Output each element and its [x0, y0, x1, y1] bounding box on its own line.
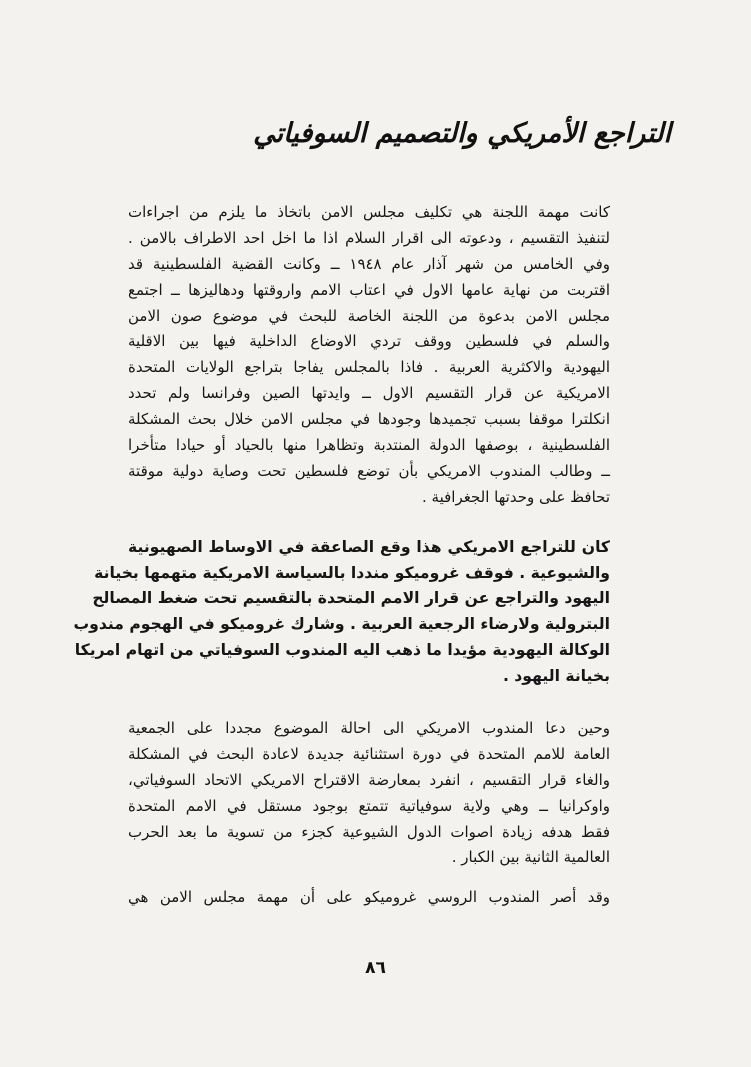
text-line: والغاء قرار التقسيم ، انفرد بمعارضة الاقتراح الامريكي الاتحاد السوفياتي،	[128, 770, 610, 789]
text-line: اليهود والتراجع عن قرار الامم المتحدة بالتقسيم تحت ضغط المصالح	[92, 589, 610, 608]
text-line: انكلترا موقفا بسبب تجميدها وجودها في مجلس الامن خلال بحث المشكلة	[128, 410, 610, 429]
text-line: والسلم في فلسطين ووقف تردي الاوضاع الداخلية فيها بين الاقلية	[128, 332, 610, 351]
body-text	[73, 200, 610, 911]
text-line: ــ وطالب المندوب الامريكي بأن توضع فلسطين تحت وصاية دولية موقتة	[128, 461, 610, 480]
text-line: وقد أصر المندوب الروسي غروميكو على أن مهمة مجلس الامن هي	[128, 888, 610, 907]
text-line: بخيانة اليهود .	[502, 667, 610, 686]
text-line: كانت مهمة اللجنة هي تكليف مجلس الامن باتخاذ ما يلزم من اجراءات	[128, 203, 610, 221]
text-line: الفلسطينية ، بوصفها الدولة المنتدبة وتظاهرا منها بالحياد أو حيادا متأخرا	[128, 436, 610, 455]
paragraph-2	[73, 535, 610, 690]
text-line: كان للتراجع الامريكي هذا وقع الصاعقة في الاوساط الصهيونية	[128, 537, 610, 556]
paragraph-1	[128, 200, 610, 511]
text-line: لتنفيذ التقسيم ، ودعوته الى اقرار السلام اذا ما اخل احد الاطراف بالامن .	[128, 228, 610, 247]
text-line: البترولية ولارضاء الرجعية العربية . وشارك غروميكو في الهجوم مندوب	[73, 615, 610, 634]
paragraph-4	[128, 885, 610, 911]
text-line: تحافظ على وحدتها الجغرافية .	[422, 487, 610, 506]
text-line: فقط هدفه زيادة اصوات الدول الشيوعية كجزء من تسوية ما بعد الحرب	[128, 822, 610, 841]
paragraph-3	[128, 716, 610, 871]
text-line: اليهودية والاكثرية العربية . فاذا بالمجلس يفاجا بتراجع الولايات المتحدة	[128, 358, 610, 377]
text-line: العالمية الثانية بين الكبار .	[451, 848, 610, 867]
text-line: وحين دعا المندوب الامريكي الى احالة الموضوع مجددا على الجمعية	[128, 719, 610, 738]
text-line: مجلس الامن بدعوة من اللجنة الخاصة للبحث في موضوع صون الامن	[128, 306, 610, 325]
text-line: الامريكية عن قرار التقسيم الاول ــ وايدتها الصين وفرانسا ولم تحدد	[128, 384, 610, 403]
text-line: واوكرانيا ــ وهي ولاية سوفياتية تتمتع بوجود مستقل في الامم المتحدة	[128, 796, 610, 815]
text-line: والشيوعية . فوقف غروميكو منددا بالسياسة الامريكية متهمها بخيانة	[94, 563, 610, 582]
text-line: العامة للامم المتحدة في دورة استثنائية جديدة لاعادة البحث في المشكلة	[128, 744, 610, 763]
page-number: ٨٦	[365, 958, 386, 978]
chapter-heading: التراجع الأمريكي والتصميم السوفياتي	[253, 118, 671, 149]
text-line: وفي الخامس من شهر آذار عام ١٩٤٨ ــ وكانت القضية الفلسطينية قد	[128, 254, 610, 273]
text-line: اقتربت من نهاية عامها الاول في اعتاب الامم واروقتها ودهاليزها ــ اجتمع	[128, 280, 610, 299]
text-line: الوكالة اليهودية مؤيدا ما ذهب اليه المندوب السوفياتي من اتهام امريكا	[74, 641, 610, 660]
